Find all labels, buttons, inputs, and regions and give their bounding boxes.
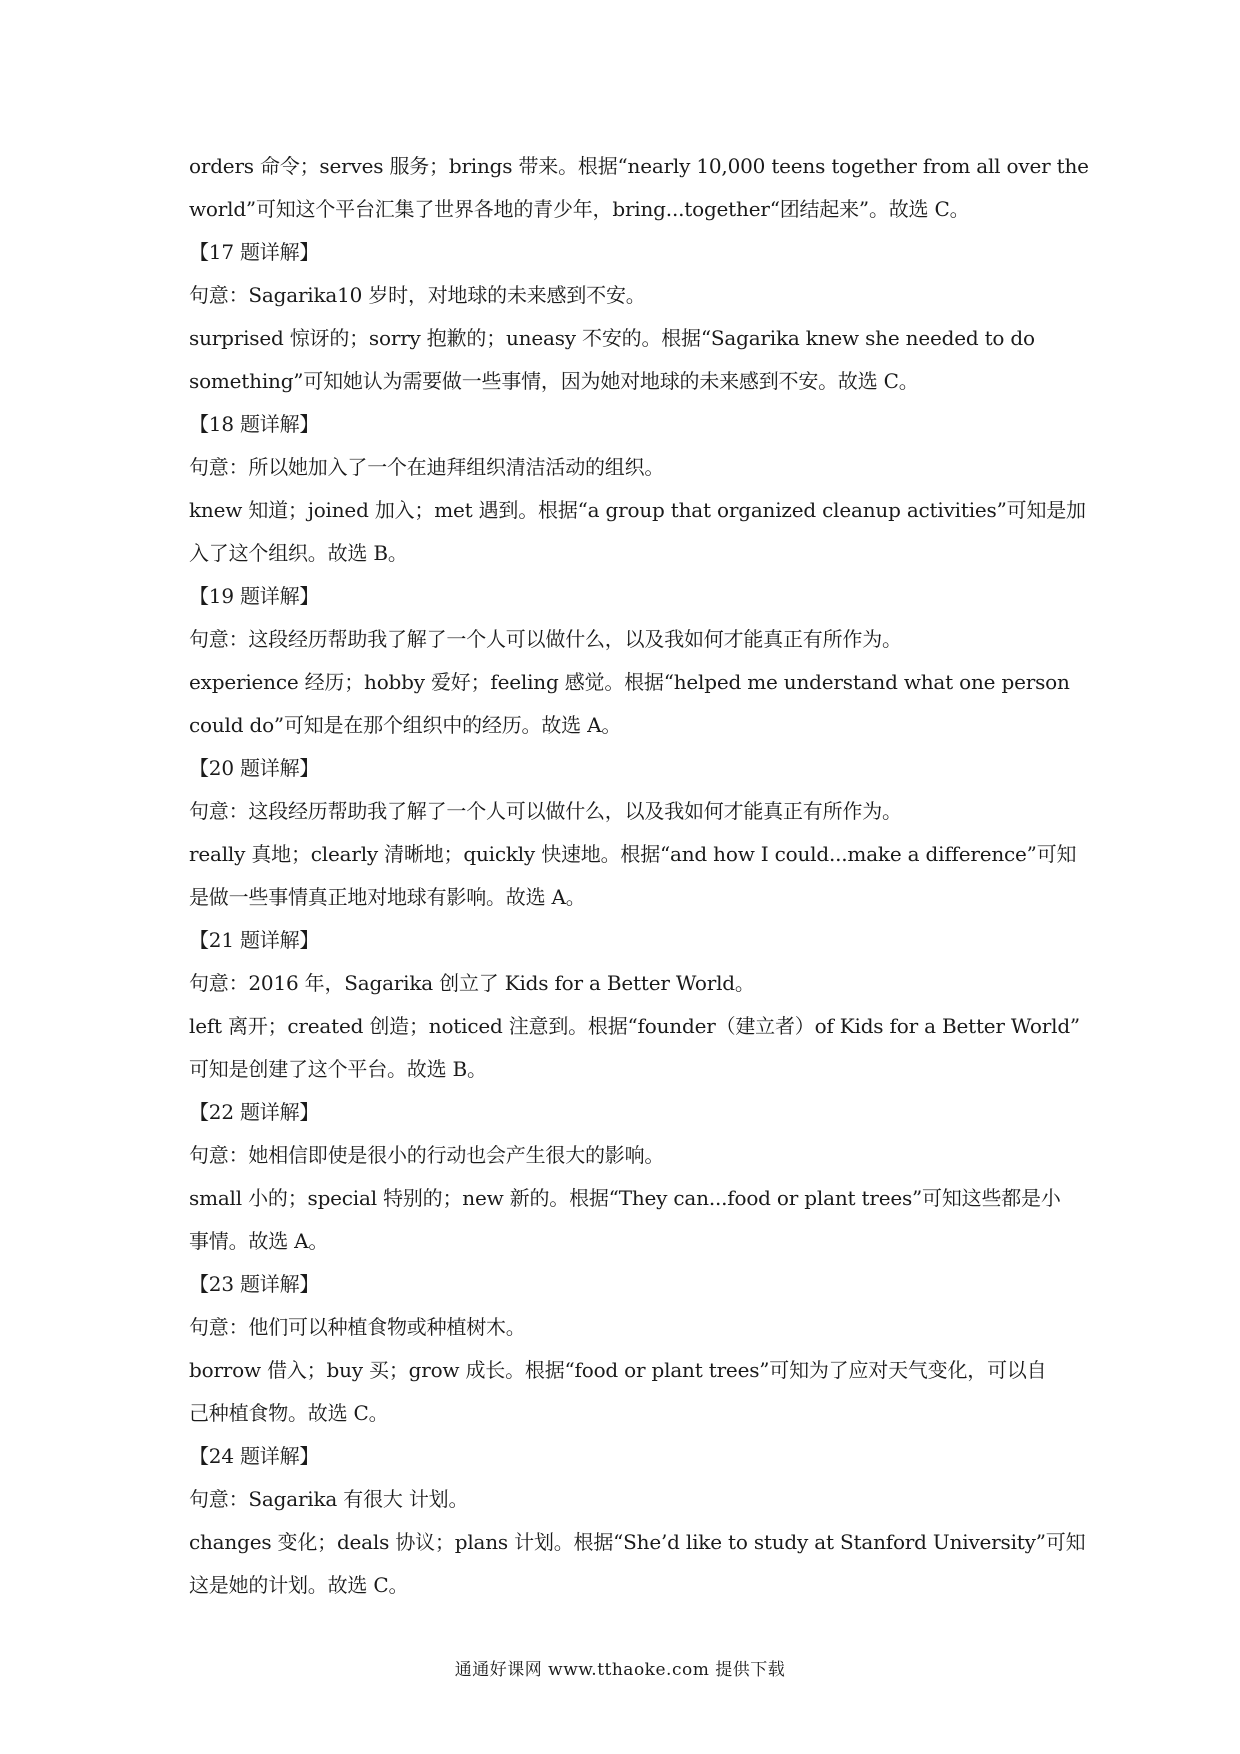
section-heading: 【24 题详解】 [189, 1444, 320, 1468]
text-line: 句意：所以她加入了一个在迪拜组织清洁活动的组织。 [189, 455, 665, 479]
text-line: something”可知她认为需要做一些事情，因为她对地球的未来感到不安。故选 C。 [189, 369, 919, 393]
text-line: 是做一些事情真正地对地球有影响。故选 A。 [189, 885, 586, 909]
text-line: could do”可知是在那个组织中的经历。故选 A。 [189, 713, 622, 737]
text-line: 句意：他们可以种植食物或种植树木。 [189, 1315, 526, 1339]
text-line: 事情。故选 A。 [189, 1229, 329, 1253]
text-line: 句意：这段经历帮助我了解了一个人可以做什么，以及我如何才能真正有所作为。 [189, 627, 902, 651]
text-line: 句意：她相信即使是很小的行动也会产生很大的影响。 [189, 1143, 665, 1167]
text-line: surprised 惊讶的；sorry 抱歉的；uneasy 不安的。根据“Sagarika knew she needed to do [189, 326, 1035, 350]
text-line: 己种植食物。故选 C。 [189, 1401, 389, 1425]
section-heading: 【18 题详解】 [189, 412, 320, 436]
text-line: small 小的；special 特别的；new 新的。根据“They can...food or plant trees”可知这些都是小 [189, 1186, 1061, 1210]
page-footer: 通通好课网 www.tthaoke.com 提供下载 [454, 1660, 786, 1680]
text-line: 入了这个组织。故选 B。 [189, 541, 408, 565]
text-line: 这是她的计划。故选 C。 [189, 1573, 409, 1597]
text-line: orders 命令；serves 服务；brings 带来。根据“nearly 10,000 teens together from all over the [189, 154, 1089, 178]
text-line: borrow 借入；buy 买；grow 成长。根据“food or plant trees”可知为了应对天气变化，可以自 [189, 1358, 1047, 1382]
text-line: experience 经历；hobby 爱好；feeling 感觉。根据“helped me understand what one person [189, 670, 1070, 694]
section-heading: 【22 题详解】 [189, 1100, 320, 1124]
section-heading: 【17 题详解】 [189, 240, 320, 264]
text-line: changes 变化；deals 协议；plans 计划。根据“She’d like to study at Stanford University”可知 [189, 1530, 1086, 1554]
section-heading: 【23 题详解】 [189, 1272, 320, 1296]
document-body [189, 145, 1089, 1607]
text-line: 句意：Sagarika 有很大 计划。 [189, 1487, 469, 1511]
text-line: really 真地；clearly 清晰地；quickly 快速地。根据“and how I could...make a difference”可知 [189, 842, 1077, 866]
text-line: left 离开；created 创造；noticed 注意到。根据“founder（建立者）of Kids for a Better World” [189, 1014, 1080, 1038]
text-line: 句意：2016 年，Sagarika 创立了 Kids for a Better World。 [189, 971, 755, 995]
text-line: 句意：Sagarika10 岁时，对地球的未来感到不安。 [189, 283, 646, 307]
section-heading: 【21 题详解】 [189, 928, 320, 952]
section-heading: 【19 题详解】 [189, 584, 320, 608]
text-line: 句意：这段经历帮助我了解了一个人可以做什么，以及我如何才能真正有所作为。 [189, 799, 902, 823]
section-heading: 【20 题详解】 [189, 756, 320, 780]
text-line: 可知是创建了这个平台。故选 B。 [189, 1057, 487, 1081]
text-line: world”可知这个平台汇集了世界各地的青少年，bring...together“团结起来”。故选 C。 [189, 197, 970, 221]
text-line: knew 知道；joined 加入；met 遇到。根据“a group that organized cleanup activities”可知是加 [189, 498, 1086, 522]
